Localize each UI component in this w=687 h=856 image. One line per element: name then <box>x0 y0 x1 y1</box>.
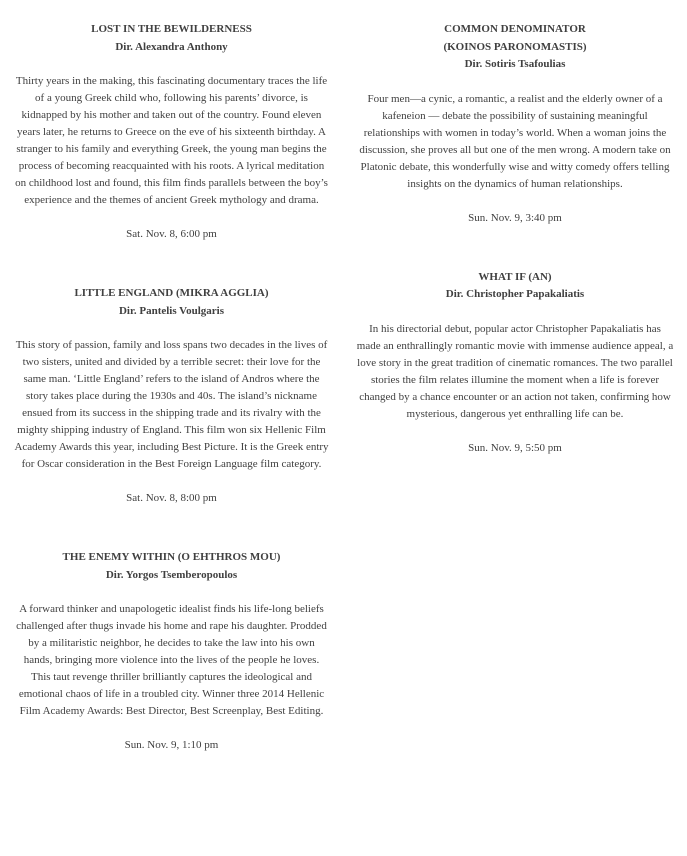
left-column <box>0 21 343 754</box>
film-title: LITTLE ENGLAND (MIKRA AGGLIA) <box>74 287 269 299</box>
film-entry <box>356 269 674 457</box>
film-description: Thirty years in the making, this fascinating documentary traces the life of a young Greek child who, following his parents’ divorce, is kidnapped by his mother and taken out of the country. Found eleven years later, he returns to Greece on the eve of his sixteenth birthday. A stranger to his family and everything Greek, the young man begins the process of becoming reacquainted with his roots. A lyrical meditation on childhood lost and found, this film finds parallels between the boy’s experience and the themes of ancient Greek mythology and drama. <box>15 75 328 206</box>
film-entry <box>356 21 674 227</box>
film-title: COMMON DENOMINATOR <box>444 23 586 35</box>
film-showtime: Sun. Nov. 9, 3:40 pm <box>468 211 562 224</box>
film-entry <box>13 21 330 243</box>
film-description: This story of passion, family and loss spans two decades in the lives of two sisters, united and divided by a terrible secret: their love for the same man. ‘Little England’ refers to the island of Andros where the story takes place during the 1930s and 40s. The island’s nickname ensued from its success in the shipping trade and its rivalry with the mighty shipping industry of England. This film won six Hellenic Film Academy Awards this year, including Best Picture. It is the Greek entry for Oscar consideration in the Best Foreign Language film category. <box>14 339 329 470</box>
film-description: In his directorial debut, popular actor Christopher Papakaliatis has made an enthrallingly romantic movie with immense audience appeal, a love story in the great tradition of cinematic romances. The two parallel stories the film relates illumine the moment when a life is forever changed by a chance encounter or an action not taken, confirming how mysterious, dangerous yet enthralling life can be. <box>356 322 674 420</box>
right-column <box>343 21 687 754</box>
film-title-line-2: (KOINOS PARONOMASTIS) <box>443 40 587 53</box>
film-description: Four men—a cynic, a romantic, a realist and the elderly owner of a kafeneion — debate the possibility of sustaining meaningful relationships with women in today’s world. When a woman joins the discussion, she proves all but one of the men wrong. A modern take on Platonic debate, this wonderfully wise and witty comedy offers telling insights on the dynamics of human relationships. <box>359 92 671 190</box>
film-heading <box>356 269 674 304</box>
film-heading <box>356 21 674 74</box>
film-showtime: Sun. Nov. 9, 5:50 pm <box>468 441 562 454</box>
film-director: Dir. Yorgos Tsemberopoulos <box>105 568 238 581</box>
film-entry <box>13 285 330 507</box>
film-director: Dir. Sotiris Tsafoulias <box>464 58 566 70</box>
film-title: THE ENEMY WITHIN (O EHTHROS MOU) <box>62 551 281 563</box>
film-showtime: Sat. Nov. 8, 6:00 pm <box>126 228 217 240</box>
film-showtime: Sun. Nov. 9, 1:10 pm <box>124 739 219 751</box>
film-director: Dir. Christopher Papakaliatis <box>445 288 585 300</box>
film-entry <box>13 549 330 754</box>
film-description: A forward thinker and unapologetic idealist finds his life-long beliefs challenged after thugs invade his home and rape his daughter. Prodded by a militaristic neighbor, he decides to take the law into his own hands, bringing more violence into the lives of the people he loves. This taut revenge thriller brilliantly captures the ideological and emotional chaos of life in a troubled city. Winner three 2014 Hellenic Film Academy Awards: Best Director, Best Screenplay, Best Editing. <box>16 603 327 717</box>
film-heading <box>13 21 330 56</box>
film-director: Dir. Pantelis Voulgaris <box>118 304 225 317</box>
film-heading <box>13 549 330 584</box>
film-director: Dir. Alexandra Anthony <box>115 40 228 53</box>
film-title: WHAT IF (AN) <box>478 270 552 283</box>
film-title: LOST IN THE BEWILDERNESS <box>91 23 252 35</box>
film-heading <box>13 285 330 320</box>
film-showtime: Sat. Nov. 8, 8:00 pm <box>126 492 217 504</box>
